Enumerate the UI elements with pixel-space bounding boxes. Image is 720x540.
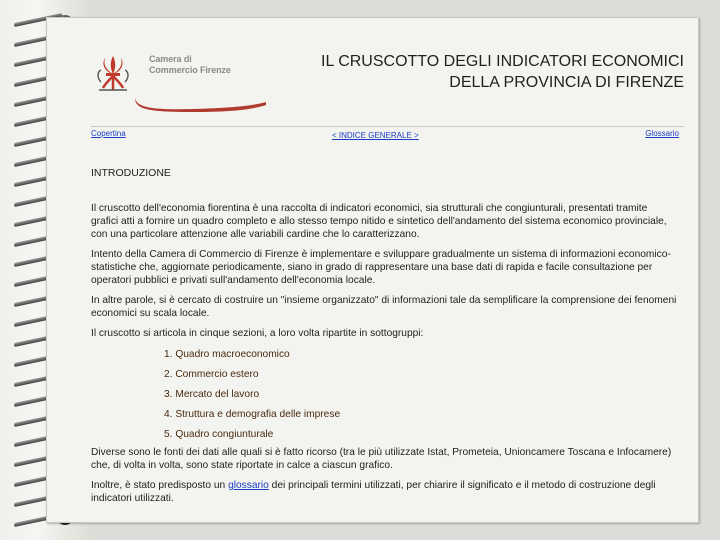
florence-lily-icon [93,52,133,94]
camera-commercio-logo [93,52,268,112]
main-content [91,167,677,512]
logo-swoosh [133,96,268,112]
page-title: IL CRUSCOTTO DEGLI INDICATORI ECONOMICI DELLA PROVINCIA DI FIRENZE [321,53,684,91]
sections-list [164,348,677,441]
header-divider [91,126,684,127]
glossario-link[interactable]: Glossario [645,129,679,138]
copertina-link[interactable]: Copertina [91,129,126,138]
glossario-inline-link[interactable]: glossario [228,480,269,491]
paragraph: In altre parole, si è cercato di costruire un "insieme organizzato" di informazioni tale da semplificare la comprensione dei fenomeni economici su scala locale. [91,295,677,319]
paragraph: Il cruscotto dell'economia fiorentina è una raccolta di indicatori economici, sia strutturali che congiunturali, presentati tramite grafici atti a fornire un quadro completo e allo stesso tempo nitido e sintetico dell'andamento del sistema economico provinciale, con una particolare attenzione alle variabili cardine che lo caratterizzano. [91,203,667,240]
slide-page [46,17,699,523]
section-item: 5. Quadro congiunturale [164,429,274,440]
paragraph: Il cruscotto si articola in cinque sezioni, a loro volta ripartite in sottogruppi: [91,328,424,339]
indice-generale-link[interactable]: < INDICE GENERALE > [332,131,419,140]
section-item: 1. Quadro macroeconomico [164,349,290,360]
section-item: 2. Commercio estero [164,369,259,380]
logo-text: Camera di Commercio Firenze [149,54,231,75]
paragraph: Inoltre, è stato predisposto un glossario dei principali termini utilizzati, per chiarire il significato e il metodo di costruzione degli indicatori utilizzati. [91,480,656,504]
paragraph: Intento della Camera di Commercio di Firenze è implementare e sviluppare gradualmente un sistema di informazioni economico-statistiche che, aggiornate periodicamente, siano in grado di rappresentare una base dati di rapida e facile consultazione per operatori pubblici e privati sull'andamento dell'economia locale. [91,249,671,286]
section-item: 4. Struttura e demografia delle imprese [164,409,341,420]
section-heading: INTRODUZIONE [91,167,171,179]
section-item: 3. Mercato del lavoro [164,389,260,400]
paragraph: Diverse sono le fonti dei dati alle quali si è fatto ricorso (tra le più utilizzate Istat, Prometeia, Unioncamere Toscana e Infocamere) che, di volta in volta, sono state riportate in calce a ciascun grafico. [91,447,672,471]
